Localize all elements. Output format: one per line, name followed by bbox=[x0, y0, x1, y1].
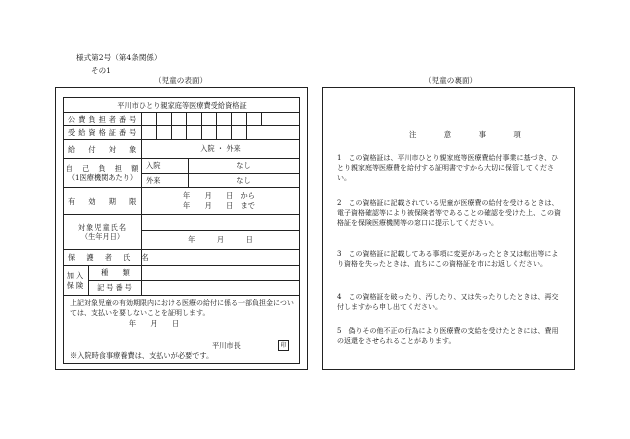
note-item: 3 この資格証に記載してある事項に変更があったとき又は転出等により資格を失ったときは、直ちにこの資格証を市にお返しください。 bbox=[337, 250, 559, 269]
copay-row bbox=[64, 158, 299, 187]
child-name-row bbox=[64, 214, 299, 249]
payer-number-row bbox=[64, 112, 299, 125]
benefit-target-label: 給 付 対 象 bbox=[64, 140, 142, 158]
front-caption: （児童の表面） bbox=[154, 76, 208, 85]
insurance-type-label: 種 類 bbox=[101, 268, 130, 277]
copay-divider bbox=[142, 173, 299, 174]
certificate-frame bbox=[63, 97, 300, 364]
birth-date-value: 年 月 日 bbox=[188, 235, 253, 244]
insurance-row bbox=[64, 265, 299, 295]
outpatient-value: なし bbox=[236, 176, 251, 185]
payer-digit bbox=[172, 113, 187, 125]
validity-label: 有 効 期 限 bbox=[64, 188, 142, 214]
guardian-row bbox=[64, 249, 299, 265]
validity-to: 年 月 日 まで bbox=[183, 201, 255, 210]
note-item: 5 偽りその他不正の行為により医療費の支給を受けたときには、費用の返還をさせられることがあります。 bbox=[337, 327, 559, 346]
back-card bbox=[322, 87, 575, 370]
child-birth-label: （生年月日） bbox=[80, 232, 125, 241]
payer-digit bbox=[247, 113, 262, 125]
notes-title: 注 意 事 項 bbox=[409, 130, 531, 139]
copay-label-cell bbox=[64, 159, 142, 187]
benefit-target-row bbox=[64, 139, 299, 158]
form-sub-label: その1 bbox=[91, 66, 112, 75]
recipient-digit bbox=[157, 126, 172, 139]
recipient-digit bbox=[187, 126, 202, 139]
certification-text: 上記対象児童の有効期限内における医療の給付に係る一部負担金については、支払いを要しないことを証明します。 bbox=[70, 299, 294, 318]
payer-digit bbox=[187, 113, 202, 125]
child-name-label-cell bbox=[64, 215, 142, 249]
outpatient-label: 外来 bbox=[146, 176, 161, 185]
payer-number-label: 公費負担者番号 bbox=[64, 113, 142, 125]
form-number: 様式第2号（第4条関係） bbox=[76, 53, 162, 62]
note-item: 4 この資格証を破ったり、汚したり、又は失ったりしたときは、再交付しますから申し出てください。 bbox=[337, 293, 559, 312]
insurance-number-label: 記号番号 bbox=[97, 283, 134, 292]
certificate-title: 平川市ひとり親家庭等医療費受給資格証 bbox=[117, 101, 247, 110]
insurance-divider bbox=[89, 280, 299, 281]
validity-row bbox=[64, 187, 299, 214]
recipient-number-row bbox=[64, 125, 299, 139]
payer-digit bbox=[202, 113, 217, 125]
payer-digit bbox=[217, 113, 232, 125]
front-card bbox=[55, 87, 308, 370]
meal-cost-note: ※入院時食事療養費は、支払いが必要です。 bbox=[70, 351, 214, 360]
recipient-digit bbox=[217, 126, 232, 139]
child-name-label: 対象児童氏名 bbox=[77, 223, 128, 232]
note-item: 2 この資格証に記載されている児童が医療費の給付を受けるときは、電子資格確認等により被保険者等であることの確認を受けた上、この資格証を保険医療機関等の窓口に提示してください。 bbox=[337, 199, 561, 228]
copay-label: 自 己 負 担 額 bbox=[65, 164, 140, 173]
inpatient-label: 入院 bbox=[146, 161, 161, 170]
child-name-divider bbox=[142, 230, 299, 231]
payer-digit bbox=[157, 113, 172, 125]
inpatient-value: なし bbox=[236, 161, 251, 170]
recipient-digit bbox=[172, 126, 187, 139]
note-item: 1 この資格証は、平川市ひとり親家庭等医療費給付事業に基づき、ひとり親家庭等医療費を給付する証明書ですから大切に保管してください。 bbox=[337, 154, 559, 183]
insurance-label: 加入保険 bbox=[64, 266, 89, 295]
recipient-digit bbox=[232, 126, 247, 139]
copay-sublabel: （1医療機関あたり） bbox=[67, 173, 138, 182]
guardian-label: 保 護 者 氏 名 bbox=[64, 250, 142, 265]
payer-digit bbox=[232, 113, 247, 125]
certification-divider bbox=[64, 295, 299, 296]
mayor-label: 平川市長 bbox=[212, 341, 241, 350]
benefit-target-value: 入院 ・ 外来 bbox=[200, 144, 241, 153]
certification-date: 年 月 日 bbox=[128, 319, 180, 328]
recipient-digit bbox=[202, 126, 217, 139]
payer-digit bbox=[142, 113, 157, 125]
seal-stamp: 印 bbox=[278, 340, 289, 351]
recipient-number-label: 受給資格証番号 bbox=[64, 126, 142, 139]
validity-from: 年 月 日 から bbox=[183, 191, 255, 200]
recipient-digit bbox=[142, 126, 157, 139]
back-caption: （児童の裏面） bbox=[424, 76, 478, 85]
